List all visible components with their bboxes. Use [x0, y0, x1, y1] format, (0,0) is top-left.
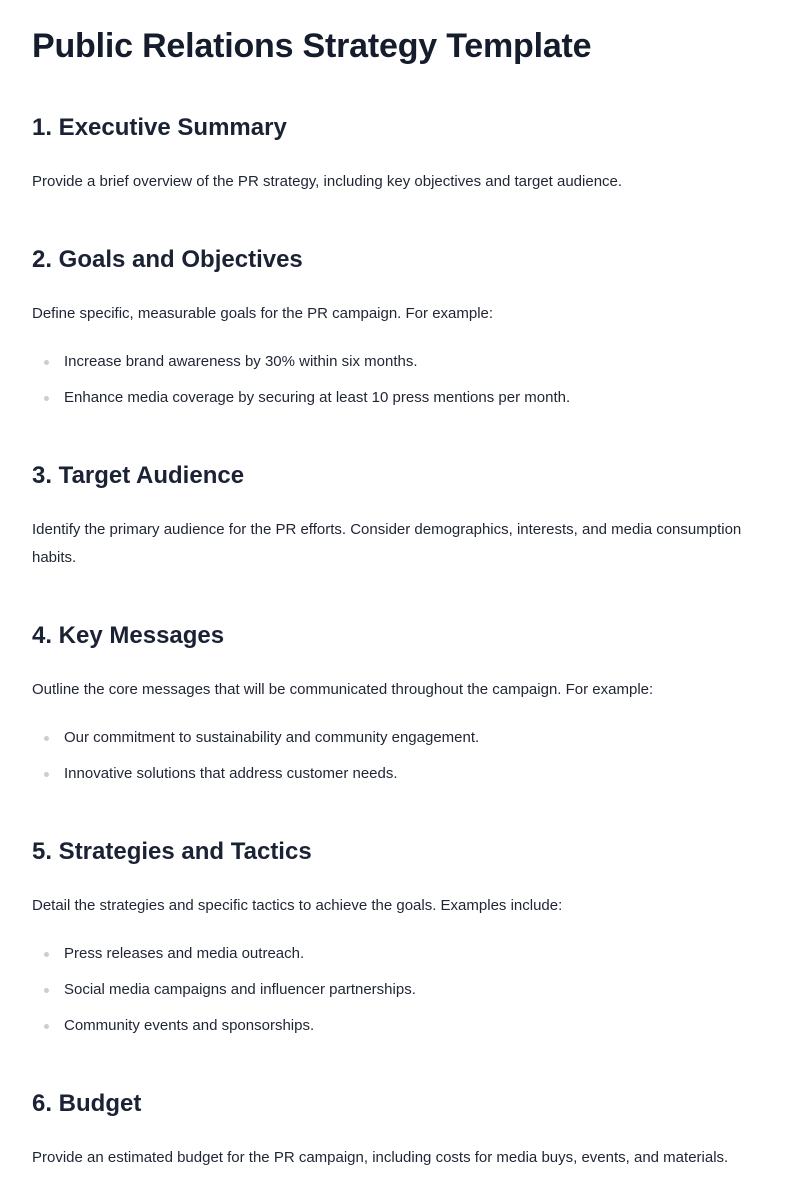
section-heading: 1. Executive Summary [32, 114, 287, 141]
section-budget [32, 1088, 768, 1172]
section-text: Provide an estimated budget for the PR campaign, including costs for media buys, events, and materials. [32, 1149, 729, 1166]
section-heading: 3. Target Audience [32, 462, 245, 489]
list-item [32, 940, 768, 968]
list-item-text: Community events and sponsorships. [64, 1017, 315, 1034]
bullet-icon [44, 1024, 49, 1029]
page-title: Public Relations Strategy Template [32, 27, 592, 65]
section-text: Provide a brief overview of the PR strategy, including key objectives and target audience. [32, 173, 623, 190]
list-item-text: Innovative solutions that address customer needs. [64, 765, 398, 782]
list-item [32, 348, 768, 376]
bullet-list [32, 940, 768, 1040]
section-executive-summary [32, 112, 768, 196]
section-text: Identify the primary audience for the PR efforts. Consider demographics, interests, and media consumption habits. [32, 521, 742, 566]
list-item [32, 976, 768, 1004]
bullet-icon [44, 396, 49, 401]
section-target-audience [32, 460, 768, 572]
bullet-icon [44, 952, 49, 957]
list-item-text: Social media campaigns and influencer partnerships. [64, 981, 416, 998]
list-item [32, 760, 768, 788]
bullet-icon [44, 736, 49, 741]
bullet-icon [44, 988, 49, 993]
list-item [32, 1012, 768, 1040]
section-strategies-and-tactics [32, 836, 768, 1048]
section-heading: 6. Budget [32, 1090, 142, 1117]
bullet-icon [44, 360, 49, 365]
section-goals-and-objectives [32, 244, 768, 420]
list-item [32, 384, 768, 412]
section-heading: 5. Strategies and Tactics [32, 838, 312, 865]
section-key-messages [32, 620, 768, 796]
list-item [32, 724, 768, 752]
list-item-text: Enhance media coverage by securing at least 10 press mentions per month. [64, 389, 571, 406]
bullet-list [32, 348, 768, 412]
section-heading: 2. Goals and Objectives [32, 246, 303, 273]
list-item-text: Increase brand awareness by 30% within six months. [64, 353, 418, 370]
list-item-text: Press releases and media outreach. [64, 945, 305, 962]
list-item-text: Our commitment to sustainability and community engagement. [64, 729, 480, 746]
section-text: Detail the strategies and specific tactics to achieve the goals. Examples include: [32, 897, 563, 914]
bullet-list [32, 724, 768, 788]
section-text: Define specific, measurable goals for the PR campaign. For example: [32, 305, 494, 322]
bullet-icon [44, 772, 49, 777]
section-text: Outline the core messages that will be communicated throughout the campaign. For example: [32, 681, 654, 698]
section-heading: 4. Key Messages [32, 622, 225, 649]
